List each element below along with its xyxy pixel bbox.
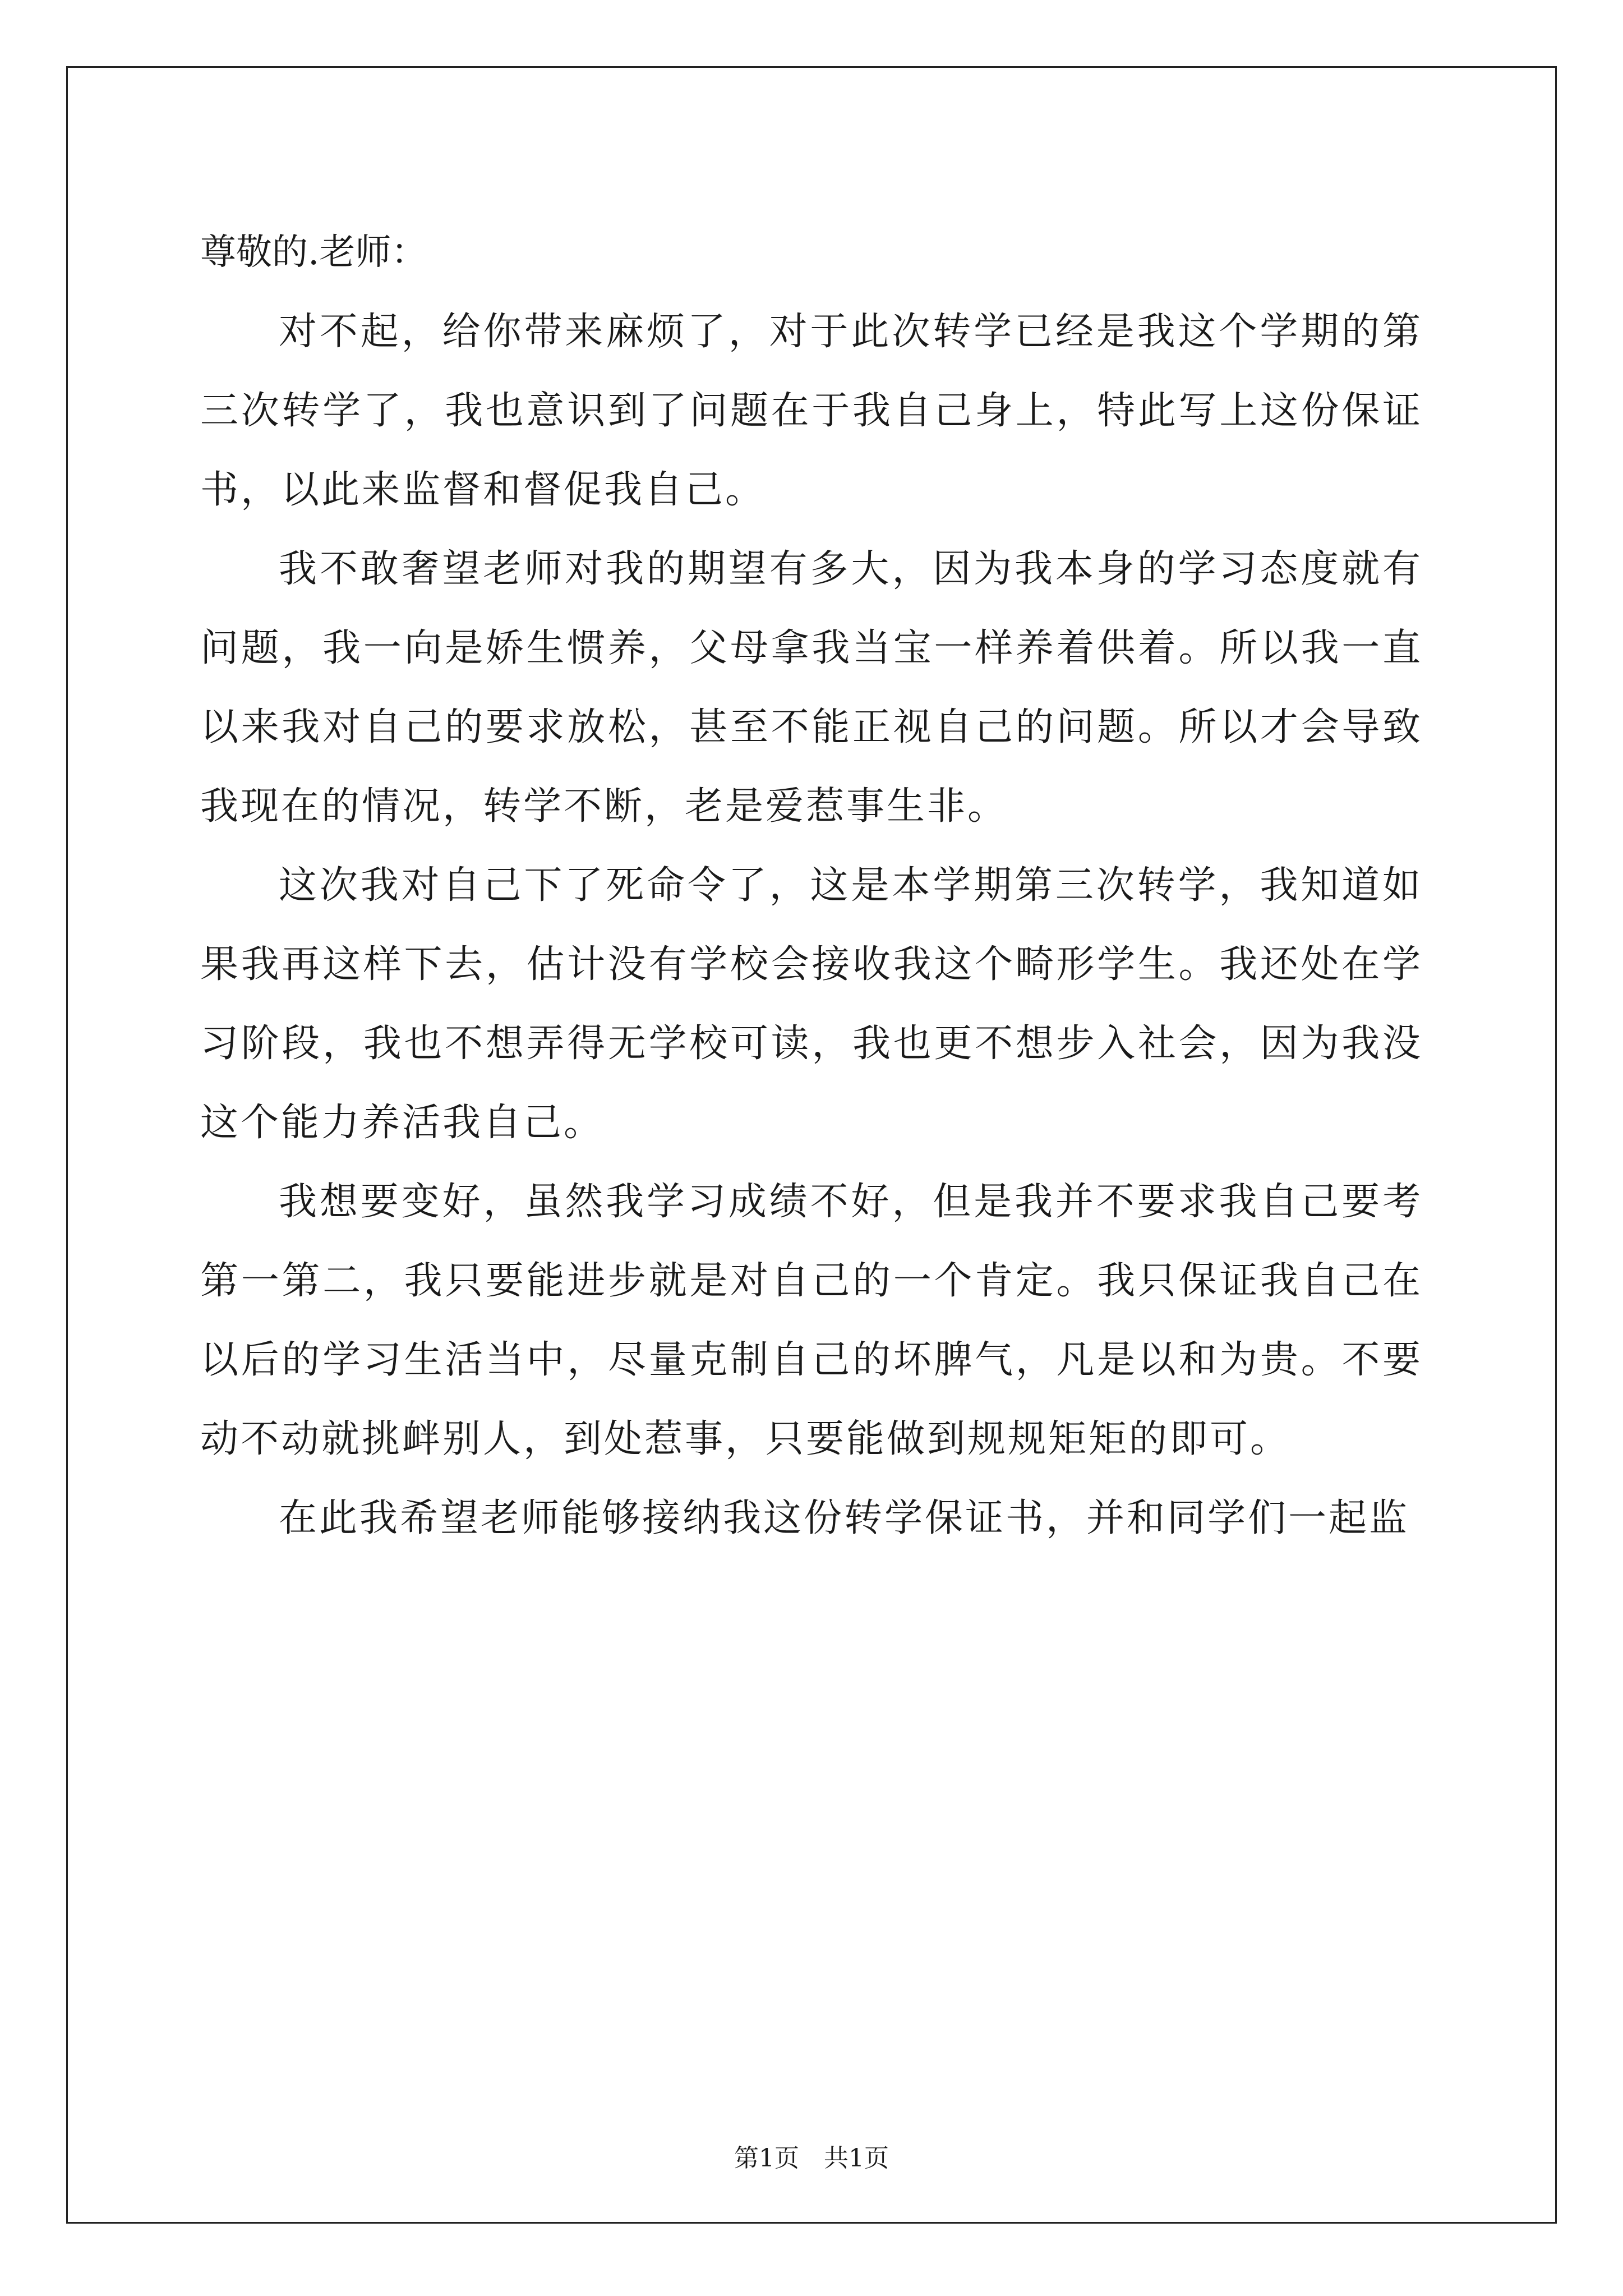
paragraph-1: 对不起，给你带来麻烦了，对于此次转学已经是我这个学期的第三次转学了，我也意识到了问题在于我自己身上，特此写上这份保证书，以此来监督和督促我自己。 <box>200 310 1423 512</box>
page-footer: 第1页 共1页 <box>734 2144 889 2173</box>
salutation: 尊敬的.老师： <box>200 232 427 273</box>
paragraph-4: 我想要变好，虽然我学习成绩不好，但是我并不要求我自己要考第一第二，我只要能进步就是对自己的一个肯定。我只保证我自己在以后的学习生活当中，尽量克制自己的坏脾气，凡是以和为贵。不要动不动就挑衅别人，到处惹事，只要能做到规规矩矩的即可。 <box>200 1180 1423 1461</box>
paragraph-2: 我不敢奢望老师对我的期望有多大，因为我本身的学习态度就有问题，我一向是娇生惯养，父母拿我当宝一样养着供着。所以我一直以来我对自己的要求放松，甚至不能正视自己的问题。所以才会导致我现在的情况，转学不断，老是爱惹事生非。 <box>200 547 1423 829</box>
paragraph-5: 在此我希望老师能够接纳我这份转学保证书，并和同学们一起监 <box>279 1496 1410 1540</box>
paragraph-3: 这次我对自己下了死命令了，这是本学期第三次转学，我知道如果我再这样下去，估计没有学校会接收我这个畸形学生。我还处在学习阶段，我也不想弄得无学校可读，我也更不想步入社会，因为我没这个能力养活我自己。 <box>200 863 1423 1145</box>
document-body <box>200 213 1423 1558</box>
